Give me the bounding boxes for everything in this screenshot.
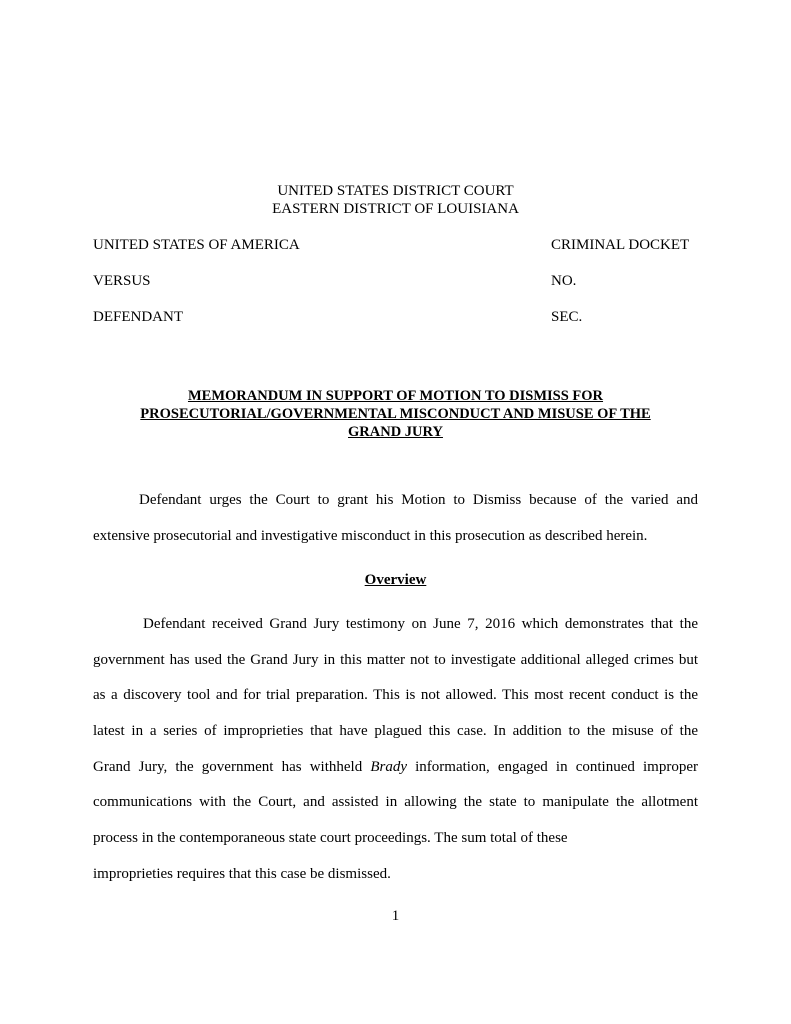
caption-versus: VERSUS: [93, 273, 151, 289]
caption-plaintiff: UNITED STATES OF AMERICA: [93, 237, 300, 253]
document-title-line-1: MEMORANDUM IN SUPPORT OF MOTION TO DISMISS FOR: [187, 388, 604, 404]
intro-paragraph-line-1: Defendant urges the Court to grant his Motion to Dismiss because of the varied and: [139, 492, 698, 508]
overview-heading: Overview: [364, 572, 427, 588]
overview-line-5: [93, 758, 698, 776]
overview-line-4: latest in a series of improprieties that have plagued this case. In addition to the misuse of the: [93, 723, 698, 739]
overview-line-5-start: Grand Jury, the government has withheld: [93, 759, 371, 775]
caption-docket: CRIMINAL DOCKET: [551, 237, 690, 253]
document-title-line-3: GRAND JURY: [348, 424, 443, 440]
overview-line-6: communications with the Court, and assisted in allowing the state to manipulate the allotment: [93, 794, 698, 810]
court-district: EASTERN DISTRICT OF LOUISIANA: [272, 201, 519, 217]
brady-term: Brady: [370, 759, 407, 775]
page-number: 1: [391, 908, 400, 924]
intro-paragraph-line-2: extensive prosecutorial and investigative misconduct in this prosecution as described herein.: [93, 528, 648, 544]
caption-section: SEC.: [551, 309, 583, 325]
overview-line-3: as a discovery tool and for trial preparation. This is not allowed. This most recent conduct is the: [93, 687, 698, 703]
overview-line-7: process in the contemporaneous state court proceedings. The sum total of these: [93, 830, 568, 846]
court-name: UNITED STATES DISTRICT COURT: [277, 183, 514, 199]
document-title-line-2: PROSECUTORIAL/GOVERNMENTAL MISCONDUCT AND MISUSE OF THE: [140, 406, 651, 422]
overview-line-8: improprieties requires that this case be dismissed.: [93, 866, 391, 882]
caption-number: NO.: [551, 273, 577, 289]
overview-line-2: government has used the Grand Jury in this matter not to investigate additional alleged crimes but: [93, 652, 698, 668]
caption-defendant: DEFENDANT: [93, 309, 183, 325]
overview-line-1: Defendant received Grand Jury testimony on June 7, 2016 which demonstrates that the: [143, 616, 698, 632]
overview-line-5-end: information, engaged in continued improper: [407, 759, 698, 775]
